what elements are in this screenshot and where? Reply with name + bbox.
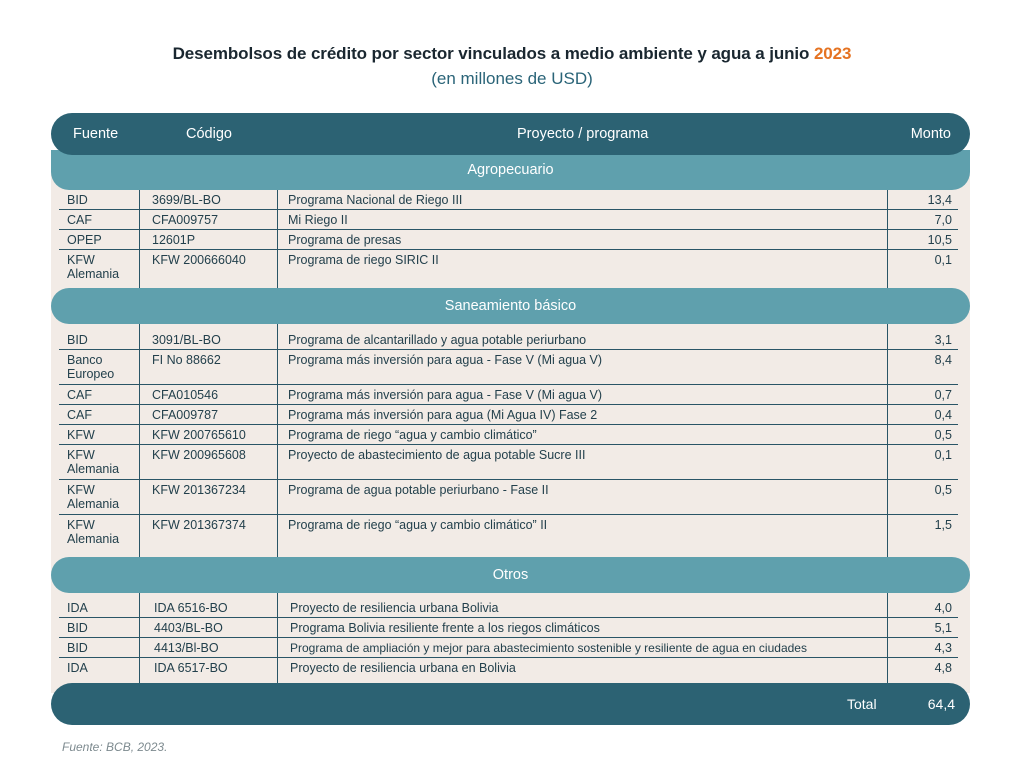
cell-codigo: FI No 88662 <box>152 353 221 367</box>
cell-monto: 0,5 <box>934 428 952 442</box>
cell-fuente: CAF <box>67 213 92 227</box>
cell-monto: 1,5 <box>934 518 952 532</box>
cell-monto: 10,5 <box>927 233 952 247</box>
cell-fuente: KFW Alemania <box>67 448 120 476</box>
rows-otros <box>51 598 970 680</box>
section-otros <box>51 557 970 593</box>
cell-proyecto: Programa más inversión para agua - Fase V (Mi agua V) <box>288 388 603 402</box>
cell-codigo: 3699/BL-BO <box>152 193 221 207</box>
cell-fuente: KFW Alemania <box>67 483 120 511</box>
cell-fuente: KFW Alemania <box>67 518 120 546</box>
cell-codigo: IDA 6517-BO <box>154 661 228 675</box>
table-row <box>51 385 970 405</box>
table-row <box>51 658 970 680</box>
cell-monto: 3,1 <box>934 333 952 347</box>
header-proyecto: Proyecto / programa <box>517 126 649 142</box>
cell-monto: 0,1 <box>934 253 952 267</box>
header-fuente: Fuente <box>73 126 119 142</box>
cell-proyecto: Proyecto de resiliencia urbana Bolivia <box>290 601 499 615</box>
cell-codigo: 4403/BL-BO <box>154 621 223 635</box>
source-note: Fuente: BCB, 2023. <box>62 740 168 754</box>
table-row <box>51 480 970 515</box>
title-text: Desembolsos de crédito por sector vinculados a medio ambiente y agua a junio <box>172 44 810 63</box>
rows-saneamiento <box>51 330 970 553</box>
total-value: 64,4 <box>927 696 955 712</box>
cell-proyecto: Programa de riego SIRIC II <box>288 253 439 267</box>
cell-fuente: BID <box>67 333 88 347</box>
cell-fuente: Banco Europeo <box>67 353 115 381</box>
rows-agropecuario <box>51 190 970 288</box>
cell-proyecto: Programa de agua potable periurbano - Fase II <box>288 483 549 497</box>
cell-proyecto: Programa de riego “agua y cambio climático” II <box>288 518 548 532</box>
section-title: Saneamiento básico <box>444 298 577 314</box>
cell-codigo: IDA 6516-BO <box>154 601 228 615</box>
cell-codigo: CFA009787 <box>152 408 219 422</box>
table-row <box>51 515 970 553</box>
cell-fuente: CAF <box>67 388 92 402</box>
cell-proyecto: Programa Nacional de Riego III <box>288 193 463 207</box>
cell-monto: 4,8 <box>934 661 952 675</box>
table-row <box>51 598 970 618</box>
page-subtitle: (en millones de USD) <box>431 69 593 88</box>
table-header <box>51 113 970 155</box>
cell-codigo: CFA010546 <box>152 388 219 402</box>
cell-fuente: KFW Alemania <box>67 253 120 281</box>
section-saneamiento <box>51 288 970 324</box>
cell-monto: 4,3 <box>934 641 952 655</box>
cell-monto: 0,1 <box>934 448 952 462</box>
cell-fuente: BID <box>67 193 88 207</box>
cell-monto: 13,4 <box>927 193 952 207</box>
cell-monto: 0,4 <box>934 408 952 422</box>
cell-proyecto: Programa Bolivia resiliente frente a los riegos climáticos <box>290 621 600 635</box>
cell-codigo: KFW 201367374 <box>152 518 246 532</box>
cell-codigo: KFW 200965608 <box>152 448 246 462</box>
cell-fuente: IDA <box>67 601 88 615</box>
table-row <box>51 250 970 288</box>
cell-codigo: CFA009757 <box>152 213 219 227</box>
cell-monto: 0,7 <box>934 388 952 402</box>
cell-codigo: 12601P <box>152 233 196 247</box>
cell-proyecto: Programa más inversión para agua (Mi Agua IV) Fase 2 <box>288 408 598 422</box>
cell-proyecto: Programa de alcantarillado y agua potable periurbano <box>288 333 587 347</box>
header-codigo: Código <box>186 126 232 142</box>
table-row <box>51 618 970 638</box>
table-row <box>51 405 970 425</box>
table-row <box>51 230 970 250</box>
credit-table <box>51 113 970 725</box>
section-title: Otros <box>492 567 529 583</box>
cell-codigo: 3091/BL-BO <box>152 333 221 347</box>
table-row <box>51 445 970 480</box>
cell-monto: 5,1 <box>934 621 952 635</box>
cell-codigo: KFW 201367234 <box>152 483 246 497</box>
title-year: 2023 <box>813 44 852 63</box>
total-label: Total <box>847 696 877 712</box>
cell-codigo: 4413/Bl-BO <box>154 641 219 655</box>
cell-codigo: KFW 200765610 <box>152 428 246 442</box>
table-row <box>51 350 970 385</box>
cell-proyecto: Mi Riego II <box>288 213 348 227</box>
cell-proyecto: Programa más inversión para agua - Fase V (Mi agua V) <box>288 353 603 367</box>
cell-fuente: BID <box>67 641 88 655</box>
cell-fuente: CAF <box>67 408 92 422</box>
cell-fuente: KFW <box>67 428 95 442</box>
cell-proyecto: Programa de ampliación y mejor para abastecimiento sostenible y resiliente de agua en ciudades <box>290 641 807 655</box>
section-agropecuario <box>51 150 970 190</box>
table-row <box>51 638 970 658</box>
cell-proyecto: Programa de riego “agua y cambio climático” <box>288 428 537 442</box>
table-row <box>51 210 970 230</box>
cell-fuente: IDA <box>67 661 88 675</box>
cell-monto: 0,5 <box>934 483 952 497</box>
table-row <box>51 425 970 445</box>
table-row <box>51 330 970 350</box>
cell-fuente: BID <box>67 621 88 635</box>
page-title <box>0 44 1024 64</box>
cell-monto: 4,0 <box>934 601 952 615</box>
table-total-bar <box>51 683 970 725</box>
cell-fuente: OPEP <box>67 233 102 247</box>
cell-monto: 8,4 <box>934 353 952 367</box>
cell-monto: 7,0 <box>934 213 952 227</box>
section-title: Agropecuario <box>467 162 554 178</box>
cell-proyecto: Proyecto de abastecimiento de agua potable Sucre III <box>288 448 586 462</box>
table-row <box>51 190 970 210</box>
cell-codigo: KFW 200666040 <box>152 253 246 267</box>
cell-proyecto: Programa de presas <box>288 233 402 247</box>
cell-proyecto: Proyecto de resiliencia urbana en Bolivia <box>290 661 516 675</box>
header-monto: Monto <box>910 126 951 142</box>
